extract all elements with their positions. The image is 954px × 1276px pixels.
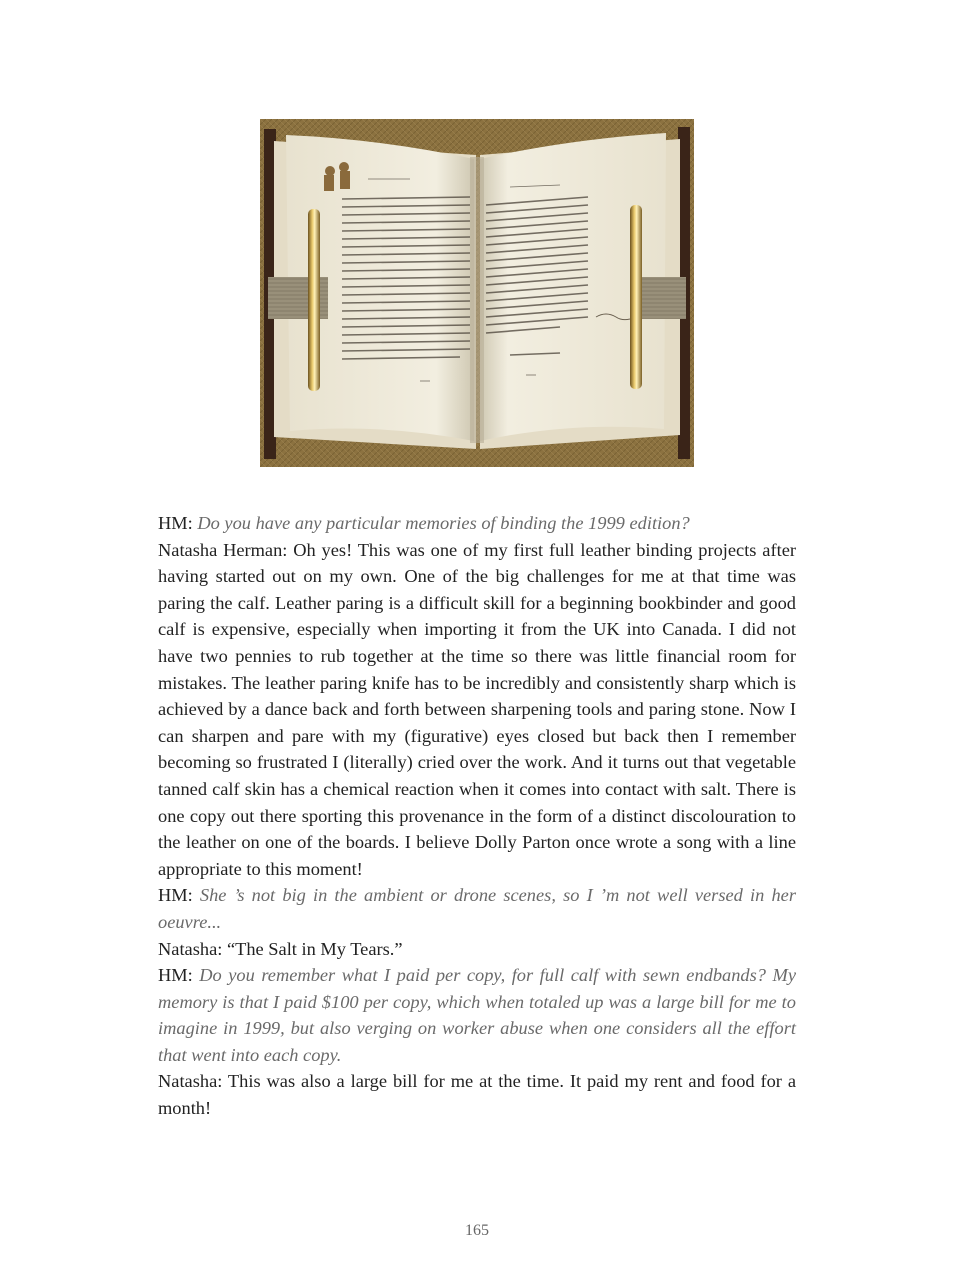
question-text: Do you remember what I paid per copy, for full calf with sewn endbands? My memory is that I paid $100 per copy, which when totaled up was a large bill for me to imagine in 1999, but also verging on worker abuse when one considers all the effort that went into each copy. bbox=[158, 965, 796, 1065]
question-text: Do you have any particular memories of binding the 1999 edition? bbox=[197, 513, 690, 533]
interview-line bbox=[158, 510, 796, 537]
speaker-label: HM: bbox=[158, 965, 193, 986]
question-text: She ’s not big in the ambient or drone scenes, so I ’m not well versed in her oeuvre... bbox=[158, 885, 796, 932]
page-number: 165 bbox=[465, 1222, 489, 1239]
speaker-label: HM: bbox=[158, 513, 193, 533]
interview-line bbox=[158, 537, 796, 883]
answer-text: “The Salt in My Tears.” bbox=[226, 938, 403, 959]
interview-line bbox=[158, 936, 796, 963]
speaker-label: Natasha: bbox=[158, 938, 223, 959]
answer-text: This was also a large bill for me at the time. It paid my rent and food for a month! bbox=[158, 1071, 796, 1119]
interview-line bbox=[158, 1068, 796, 1121]
interview-text bbox=[158, 510, 796, 1122]
interview-line bbox=[158, 882, 796, 935]
open-book-photo bbox=[260, 119, 694, 467]
answer-text: Oh yes! This was one of my first full leather binding projects after having started out on my own. One of the big challenges for me at that time was paring the calf. Leather paring is a difficult skill for a beginning bookbinder and good calf is expensive, especially when importing it from the UK into Canada. I did not have two pennies to rub together at the time so there was little financial room for mistakes. The leather paring knife has to be incredibly and consistently sharp which is achieved by a dance back and forth between sharpening tools and paring stone. Now I can sharpen and pare with my (figurative) eyes closed but back then I remember becoming so frustrated I (literally) cried over the work. And it turns out that vegetable tanned calf skin has a chemical reaction when it comes into contact with salt. There is one copy out there sporting this provenance in the form of a distinct discolouration to the leather on one of the boards. I believe Dolly Parton once wrote a song with a line appropriate to this moment! bbox=[158, 539, 796, 879]
speaker-label: HM: bbox=[158, 885, 193, 906]
speaker-label: Natasha Herman: bbox=[158, 539, 288, 560]
interview-line bbox=[158, 962, 796, 1068]
speaker-label: Natasha: bbox=[158, 1071, 223, 1092]
